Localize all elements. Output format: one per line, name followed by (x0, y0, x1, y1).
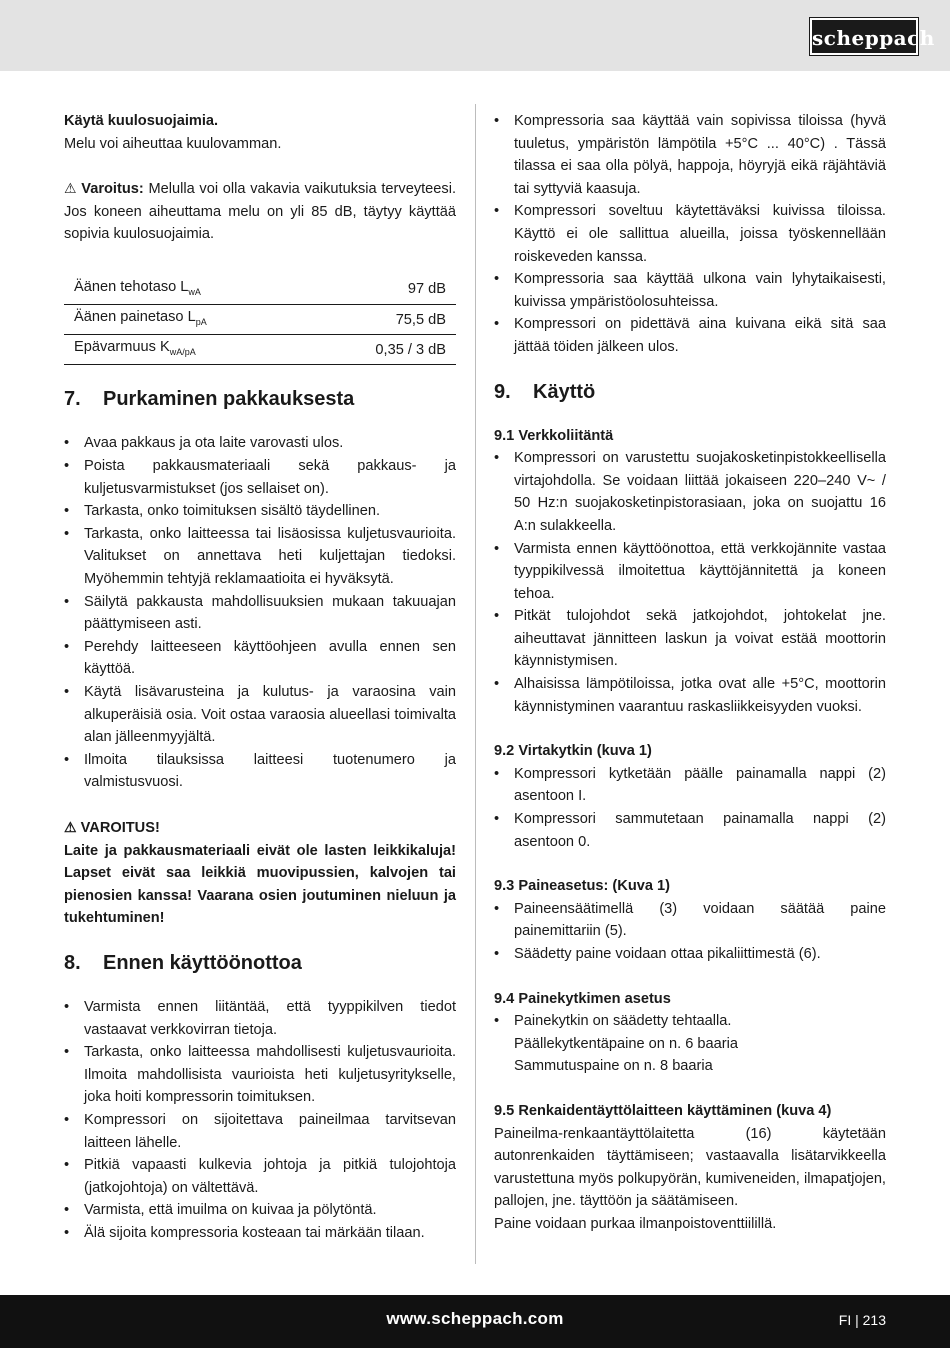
list-item: • Säädetty paine voidaan ottaa pikaliittimestä (6). (494, 943, 886, 966)
list-item: • Avaa pakkaus ja ota laite varovasti ulos. (64, 432, 456, 455)
section-9-3-heading: 9.3 Paineasetus: (Kuva 1) (494, 878, 671, 895)
cut-out-pressure-text: Sammutuspaine on n. 8 baaria (514, 1058, 713, 1075)
child-warning-heading: ⚠ VAROITUS! (64, 816, 456, 840)
list-item: • Poista pakkausmateriaali sekä pakkaus- ja kuljetusvarmistukset (jos sellaiset on). (64, 455, 456, 500)
pressure-setting-list (494, 898, 886, 966)
spec-label: Äänen painetaso $L_{pA}$ (64, 305, 310, 335)
list-item: • Tarkasta, onko laitteessa mahdollisesti kuljetusvaurioita. Ilmoita mahdollisista vaurioista heti kuljetusyritykselle, joka hoiti kompressorin toimituksen. (64, 1041, 456, 1109)
section-9-5-heading: 9.5 Renkaidentäyttölaitteen käyttäminen (kuva 4) (494, 1102, 832, 1119)
cut-in-pressure-text: Päällekytkentäpaine on n. 6 baaria (514, 1035, 738, 1052)
list-item: • Tarkasta, onko toimituksen sisältö täydellinen. (64, 500, 456, 523)
list-item: • Pitkät tulojohdot sekä jatkojohdot, johtokelat jne. aiheuttavat jännitteen laskun ja voivat estää moottorin käynnistymisen. (494, 605, 886, 673)
warning-triangle-icon: ⚠ (64, 818, 77, 835)
hearing-protection-heading: Käytä kuulosuojaimia. (64, 113, 219, 129)
list-item: • Kompressori on varustettu suojakosketinpistokkeellisella virtajohdolla. Se voidaan liittää jokaiseen 220–240 V~ / 50 Hz:n suojakosketinpistorasiaan, joka on suojattu 16 A:n sulakkeella. (494, 447, 886, 537)
left-column (64, 110, 456, 1244)
list-item: • Perehdy laitteeseen käyttöohjeen avulla ennen sen käyttöä. (64, 636, 456, 681)
list-item: • Käytä lisävarusteina ja kulutus- ja varaosina vain alkuperäisiä osia. Voit ostaa varaosia alueellasi toimivalta alan jälleenmyyjältä. (64, 681, 456, 749)
section-9-2-heading: 9.2 Virtakytkin (kuva 1) (494, 743, 652, 760)
header-band (0, 0, 950, 71)
scheppach-logo: scheppach (810, 18, 918, 55)
before-use-list (64, 996, 456, 1245)
spec-label: Epävarmuus $K_{wA/pA}$ (64, 335, 310, 365)
section-7-heading: 7. Purkaminen pakkauksesta (64, 388, 355, 411)
pressure-release-text: Paine voidaan purkaa ilmanpoistoventtiilillä. (494, 1215, 777, 1232)
list-item: • Tarkasta, onko laitteessa tai lisäosissa kuljetusvaurioita. Valitukset on annettava heti kuljettajan tiedoksi. Myöhemmin tehtyjä reklamaatioita ei hyväksytä. (64, 523, 456, 591)
hearing-damage-text: Melu voi aiheuttaa kuulovamman. (64, 135, 282, 152)
section-9-1-heading: 9.1 Verkkoliitäntä (494, 427, 614, 444)
list-item: • Kompressori on pidettävä aina kuivana eikä sitä saa jättää töiden jälkeen ulos. (494, 313, 886, 358)
pressure-switch-list (494, 1010, 886, 1033)
unpacking-list (64, 432, 456, 794)
usage-conditions-list (494, 110, 886, 359)
section-8-heading: 8. Ennen käyttöönottoa (64, 951, 302, 974)
list-item: • Kompressori soveltuu käytettäväksi kuivissa tiloissa. Käyttö ei ole sallittua alueilla, joissa työskennellään roiskeveden kanssa. (494, 200, 886, 268)
list-item: • Painekytkin on säädetty tehtaalla. (494, 1010, 886, 1033)
mains-connection-list (494, 447, 886, 718)
warning-triangle-icon: ⚠ (64, 180, 77, 197)
right-column (494, 110, 886, 1236)
list-item: • Kompressori sammutetaan painamalla nappi (2) asentoon 0. (494, 808, 886, 853)
table-row (64, 275, 456, 305)
table-row (64, 305, 456, 335)
column-divider (475, 104, 476, 1264)
list-item: • Ilmoita tilauksissa laitteesi tuotenumero ja valmistusvuosi. (64, 749, 456, 794)
list-item: • Alhaisissa lämpötiloissa, jotka ovat alle +5°C, moottorin käynnistyminen vaarantuu raskasliikkeisyyden vuoksi. (494, 673, 886, 718)
tyre-inflator-text: Paineilma-renkaantäyttölaitetta (16) käytetään autonrenkaiden täyttämiseen; vastaavalla lisätarvikkeella varustettuna myös polkupyörän, kumiveneiden, ilmapatjojen, pallojen, jne. täyttöön ja säätämiseen. (494, 1125, 886, 1210)
page-number: FI | 213 (838, 1312, 886, 1328)
spec-label: Äänen tehotaso $L_{wA}$ (64, 275, 310, 305)
footer-bar (0, 1295, 950, 1348)
warning-label: Varoitus: (81, 181, 144, 198)
warning-text: Melulla voi olla vakavia vaikutuksia terveyteesi. Jos koneen aiheuttama melu on yli 85 dB, täytyy käyttää sopivia kuulosuojaimia. (64, 181, 456, 243)
list-item: • Kompressori on sijoitettava paineilmaa tarvitsevan laitteen lähelle. (64, 1109, 456, 1154)
table-row (64, 335, 456, 365)
spec-value: 0,35 / 3 dB (310, 335, 456, 365)
list-item: • Paineensäätimellä (3) voidaan säätää paine painemittariin (5). (494, 898, 886, 943)
list-item: • Kompressoria saa käyttää vain sopivissa tiloissa (hyvä tuuletus, ympäristön lämpötila +5°C ... 40°C) . Tässä tilassa ei saa olla pölyä, happoja, höyryjä eikä räjähtäviä tai syttyviä kaasuja. (494, 110, 886, 200)
list-item: • Älä sijoita kompressoria kosteaan tai märkään tilaan. (64, 1222, 456, 1245)
list-item: • Pitkiä vapaasti kulkevia johtoja ja pitkiä tulojohtoja (jatkojohtoja) on vältettävä. (64, 1154, 456, 1199)
noise-spec-table (64, 275, 456, 366)
list-item: • Varmista, että imuilma on kuivaa ja pölytöntä. (64, 1199, 456, 1222)
list-item: • Varmista ennen liitäntää, että tyyppikilven tiedot vastaavat verkkovirran tietoja. (64, 996, 456, 1041)
list-item: • Kompressoria saa käyttää ulkona vain lyhytaikaisesti, kuivissa ympäristöolosuhteissa. (494, 268, 886, 313)
child-warning-text: Laite ja pakkausmateriaali eivät ole lasten leikkikaluja! Lapset eivät saa leikkiä muovipussien, kalvojen tai pienosien kanssa! Vaarana osien joutuminen nieluun ja tukehtuminen! (64, 842, 456, 927)
list-item: • Varmista ennen käyttöönottoa, että verkkojännite vastaa tyyppikilvessä ilmoitettua käyttöjännitettä ja koneen tehoa. (494, 538, 886, 606)
list-item: • Säilytä pakkausta mahdollisuuksien mukaan takuuajan päättymiseen asti. (64, 591, 456, 636)
section-9-4-heading: 9.4 Painekytkimen asetus (494, 990, 671, 1007)
spec-value: 97 dB (310, 275, 456, 305)
list-item: • Kompressori kytketään päälle painamalla nappi (2) asentoon I. (494, 763, 886, 808)
power-switch-list (494, 763, 886, 853)
spec-value: 75,5 dB (310, 305, 456, 335)
website-link[interactable]: www.scheppach.com (386, 1309, 564, 1328)
section-9-heading: 9. Käyttö (494, 380, 596, 403)
noise-warning-paragraph (64, 177, 456, 246)
